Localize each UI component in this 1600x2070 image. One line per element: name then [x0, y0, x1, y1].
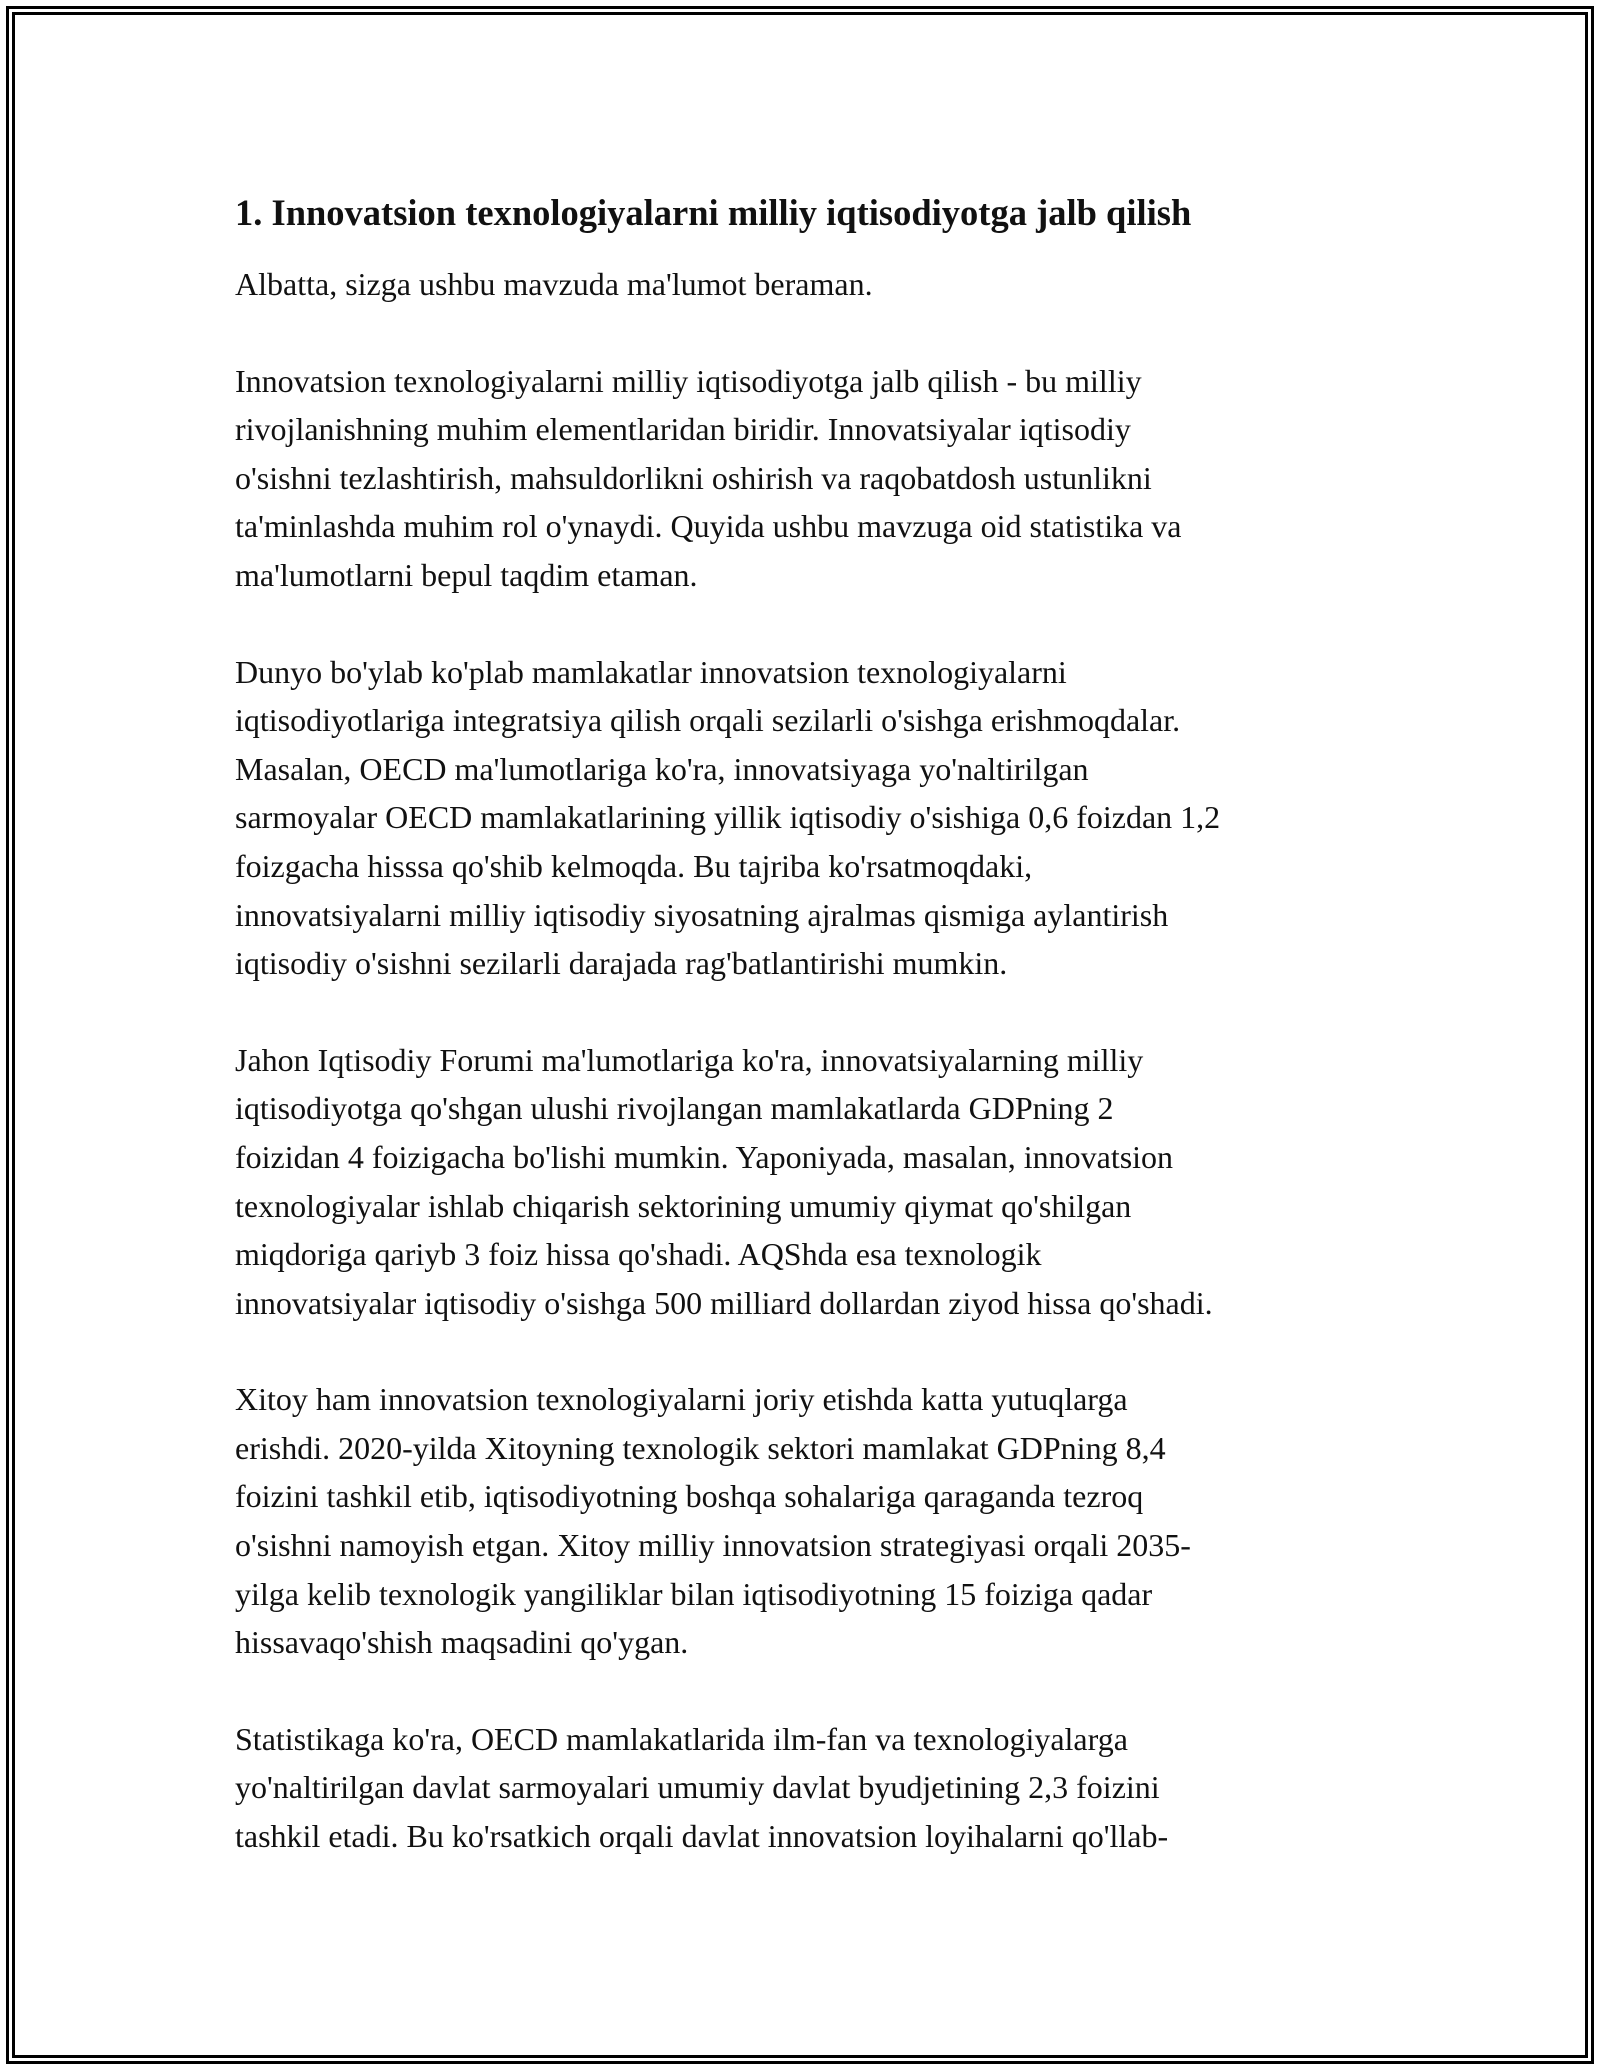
paragraph: [235, 648, 1375, 988]
paragraph: [235, 357, 1375, 600]
paragraph-line: ta'minlashda muhim rol o'ynaydi. Quyida ushbu mavzuga oid statistika va: [235, 508, 1182, 545]
paragraph-line: Albatta, sizga ushbu mavzuda ma'lumot beraman.: [235, 266, 873, 302]
paragraph-line: foizidan 4 foizigacha bo'lishi mumkin. Yaponiyada, masalan, innovatsion: [235, 1138, 1174, 1175]
paragraph-line: foizgacha hisssa qo'shib kelmoqda. Bu tajriba ko'rsatmoqdaki,: [235, 847, 1033, 884]
paragraph-line: Jahon Iqtisodiy Forumi ma'lumotlariga ko'ra, innovatsiyalarning milliy: [235, 1041, 1144, 1078]
paragraph-line: Masalan, OECD ma'lumotlariga ko'ra, innovatsiyaga yo'naltirilgan: [235, 750, 1089, 787]
paragraph: [235, 1375, 1375, 1667]
paragraph: [235, 1036, 1375, 1328]
paragraph-line: texnologiyalar ishlab chiqarish sektorining umumiy qiymat qo'shilgan: [235, 1187, 1132, 1224]
paragraph-line: foizini tashkil etib, iqtisodiyotning boshqa sohalariga qaraganda tezroq: [235, 1478, 1144, 1515]
paragraph-line: Dunyo bo'ylab ko'plab mamlakatlar innovatsion texnologiyalarni: [235, 653, 1067, 690]
paragraph-line: iqtisodiyotga qo'shgan ulushi rivojlangan mamlakatlarda GDPning 2: [235, 1090, 1114, 1127]
document-body: [235, 186, 1375, 1909]
paragraph-line: tashkil etadi. Bu ko'rsatkich orqali davlat innovatsion loyihalarni qo'llab-: [235, 1818, 1169, 1855]
paragraph-line: rivojlanishning muhim elementlaridan biridir. Innovatsiyalar iqtisodiy: [235, 411, 1131, 448]
paragraph-line: Xitoy ham innovatsion texnologiyalarni joriy etishda katta yutuqlarga: [235, 1381, 1128, 1418]
paragraph-line: Innovatsion texnologiyalarni milliy iqtisodiyotga jalb qilish - bu milliy: [235, 362, 1142, 399]
paragraph-line: yilga kelib texnologik yangiliklar bilan iqtisodiyotning 15 foiziga qadar: [235, 1575, 1153, 1612]
section-heading: 1. Innovatsion texnologiyalarni milliy iqtisodiyotga jalb qilish: [235, 192, 1192, 233]
paragraph: [235, 1715, 1375, 1861]
paragraph-line: miqdoriga qariyb 3 foiz hissa qo'shadi. AQShda esa texnologik: [235, 1236, 1042, 1273]
paragraph-line: innovatsiyalar iqtisodiy o'sishga 500 milliard dollardan ziyod hissa qo'shadi.: [235, 1284, 1213, 1321]
paragraph-line: iqtisodiy o'sishni sezilarli darajada rag'batlantirishi mumkin.: [235, 945, 1008, 982]
paragraph-line: innovatsiyalarni milliy iqtisodiy siyosatning ajralmas qismiga aylantirish: [235, 896, 1169, 933]
paragraph-line: o'sishni tezlashtirish, mahsuldorlikni oshirish va raqobatdosh ustunlikni: [235, 459, 1152, 496]
paragraph-line: sarmoyalar OECD mamlakatlarining yillik iqtisodiy o'sishiga 0,6 foizdan 1,2: [235, 799, 1221, 836]
paragraph-line: Statistikaga ko'ra, OECD mamlakatlarida ilm-fan va texnologiyalarga: [235, 1720, 1128, 1757]
paragraph-line: hissavaqo'shish maqsadini qo'ygan.: [235, 1624, 689, 1661]
paragraph: [235, 260, 1375, 309]
paragraph-line: erishdi. 2020-yilda Xitoyning texnologik sektori mamlakat GDPning 8,4: [235, 1429, 1166, 1466]
paragraph-line: ma'lumotlarni bepul taqdim etaman.: [235, 556, 698, 593]
paragraph-line: yo'naltirilgan davlat sarmoyalari umumiy davlat byudjetining 2,3 foizini: [235, 1769, 1160, 1806]
paragraph-line: o'sishni namoyish etgan. Xitoy milliy innovatsion strategiyasi orqali 2035-: [235, 1527, 1191, 1564]
paragraph-list: [235, 260, 1375, 1861]
paragraph-line: iqtisodiyotlariga integratsiya qilish orqali sezilarli o'sishga erishmoqdalar.: [235, 702, 1181, 739]
